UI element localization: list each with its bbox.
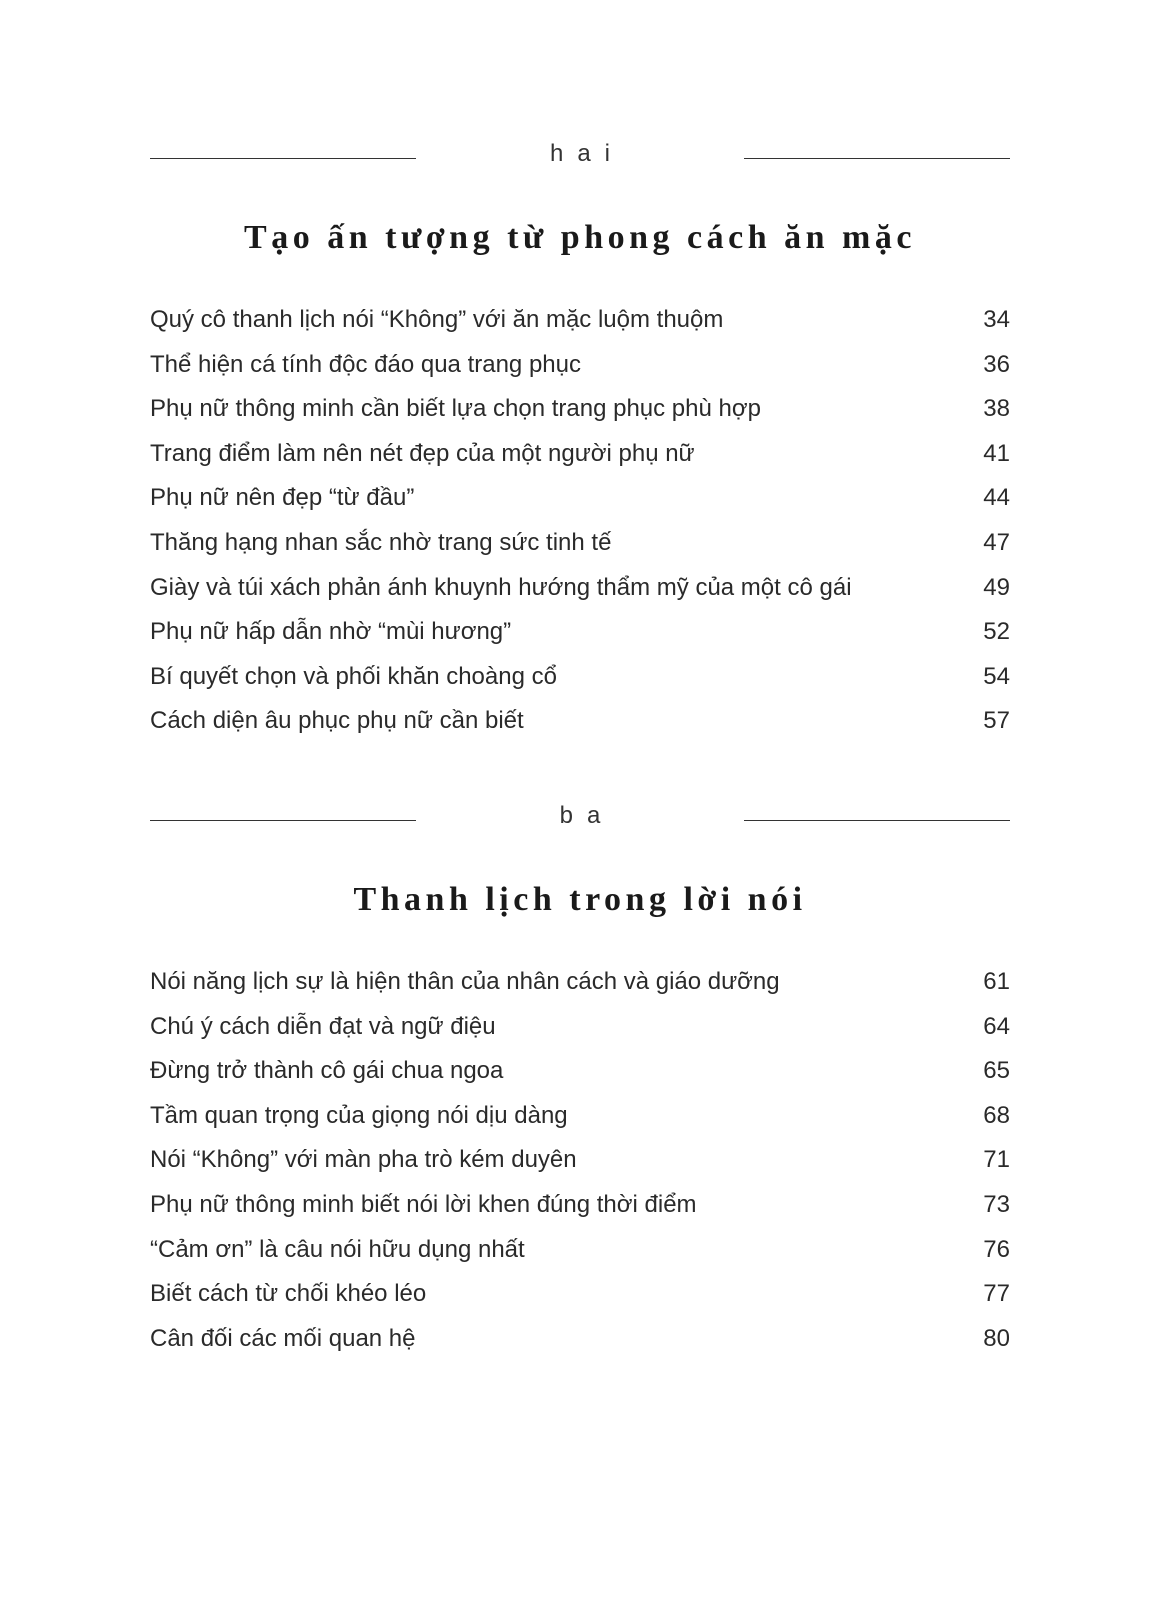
toc-entry-title: Cân đối các mối quan hệ bbox=[150, 1324, 416, 1352]
toc-entry-title: Tầm quan trọng của giọng nói dịu dàng bbox=[150, 1101, 568, 1129]
toc-entry-title: “Cảm ơn” là câu nói hữu dụng nhất bbox=[150, 1235, 525, 1263]
toc-entry-page: 65 bbox=[983, 1057, 1010, 1085]
toc-entry[interactable] bbox=[150, 1146, 1010, 1191]
toc-entry-page: 68 bbox=[983, 1101, 1010, 1129]
toc-entry-page: 34 bbox=[983, 306, 1010, 333]
toc-entry-title: Giày và túi xách phản ánh khuynh hướng thẩm mỹ của một cô gái bbox=[150, 573, 852, 601]
toc-entry-page: 57 bbox=[983, 707, 1010, 735]
section-header bbox=[150, 138, 1010, 178]
toc-entry[interactable] bbox=[150, 707, 1010, 752]
toc-entry-page: 49 bbox=[983, 573, 1010, 601]
toc-entry-page: 38 bbox=[983, 395, 1010, 423]
toc-entry[interactable] bbox=[150, 968, 1010, 1013]
toc-entry-page: 77 bbox=[983, 1280, 1010, 1308]
toc-entry[interactable] bbox=[150, 440, 1010, 485]
section-header bbox=[150, 800, 1010, 840]
toc-entry[interactable] bbox=[150, 1280, 1010, 1325]
toc-entry-page: 76 bbox=[983, 1235, 1010, 1263]
toc-entry-title: Quý cô thanh lịch nói “Không” với ăn mặc luộm thuộm bbox=[150, 306, 724, 333]
toc-entry-page: 64 bbox=[983, 1012, 1010, 1040]
toc-list bbox=[150, 968, 1010, 1369]
toc-entry[interactable] bbox=[150, 1013, 1010, 1058]
toc-entry[interactable] bbox=[150, 395, 1010, 440]
toc-entry-page: 36 bbox=[983, 350, 1010, 378]
toc-entry-title: Biết cách từ chối khéo léo bbox=[150, 1280, 427, 1308]
toc-entry[interactable] bbox=[150, 1191, 1010, 1236]
chapter-title: Tạo ấn tượng từ phong cách ăn mặc bbox=[244, 219, 916, 256]
toc-entry[interactable] bbox=[150, 618, 1010, 663]
toc-entry-title: Cách diện âu phục phụ nữ cần biết bbox=[150, 707, 524, 735]
divider-right bbox=[744, 820, 1010, 821]
toc-entry-title: Đừng trở thành cô gái chua ngoa bbox=[150, 1057, 504, 1085]
toc-list bbox=[150, 306, 1010, 752]
toc-entry[interactable] bbox=[150, 484, 1010, 529]
toc-entry-page: 54 bbox=[983, 662, 1010, 690]
toc-entry-title: Chú ý cách diễn đạt và ngữ điệu bbox=[150, 1012, 496, 1040]
toc-entry[interactable] bbox=[150, 306, 1010, 351]
toc-entry-title: Nói “Không” với màn pha trò kém duyên bbox=[150, 1146, 577, 1174]
toc-entry-title: Phụ nữ nên đẹp “từ đầu” bbox=[150, 484, 415, 512]
toc-entry[interactable] bbox=[150, 1102, 1010, 1147]
toc-entry-page: 52 bbox=[983, 618, 1010, 646]
toc-entry-page: 61 bbox=[983, 968, 1010, 995]
toc-entry-title: Nói năng lịch sự là hiện thân của nhân cách và giáo dưỡng bbox=[150, 968, 780, 995]
toc-entry-title: Trang điểm làm nên nét đẹp của một người phụ nữ bbox=[150, 439, 695, 467]
toc-entry-page: 73 bbox=[983, 1190, 1010, 1218]
toc-entry[interactable] bbox=[150, 1236, 1010, 1281]
toc-entry-title: Phụ nữ hấp dẫn nhờ “mùi hương” bbox=[150, 618, 512, 646]
part-label: ba bbox=[559, 802, 615, 829]
toc-section-hai bbox=[150, 138, 1010, 752]
chapter-title: Thanh lịch trong lời nói bbox=[353, 881, 807, 918]
toc-entry-title: Phụ nữ thông minh cần biết lựa chọn trang phục phù hợp bbox=[150, 395, 761, 423]
toc-entry-title: Thể hiện cá tính độc đáo qua trang phục bbox=[150, 350, 581, 378]
toc-entry-title: Thăng hạng nhan sắc nhờ trang sức tinh tế bbox=[150, 528, 612, 556]
toc-section-ba bbox=[150, 800, 1010, 1369]
toc-entry-title: Bí quyết chọn và phối khăn choàng cổ bbox=[150, 662, 557, 690]
toc-entry-page: 80 bbox=[983, 1324, 1010, 1352]
toc-entry-page: 44 bbox=[983, 484, 1010, 512]
toc-entry[interactable] bbox=[150, 663, 1010, 708]
toc-entry-title: Phụ nữ thông minh biết nói lời khen đúng thời điểm bbox=[150, 1190, 697, 1218]
toc-entry[interactable] bbox=[150, 351, 1010, 396]
divider-right bbox=[744, 158, 1010, 159]
toc-entry-page: 47 bbox=[983, 528, 1010, 556]
toc-entry[interactable] bbox=[150, 574, 1010, 619]
part-label: hai bbox=[549, 140, 625, 167]
toc-entry[interactable] bbox=[150, 529, 1010, 574]
toc-entry[interactable] bbox=[150, 1325, 1010, 1370]
toc-entry-page: 71 bbox=[983, 1146, 1010, 1174]
toc-entry-page: 41 bbox=[983, 439, 1010, 467]
toc-entry[interactable] bbox=[150, 1057, 1010, 1102]
